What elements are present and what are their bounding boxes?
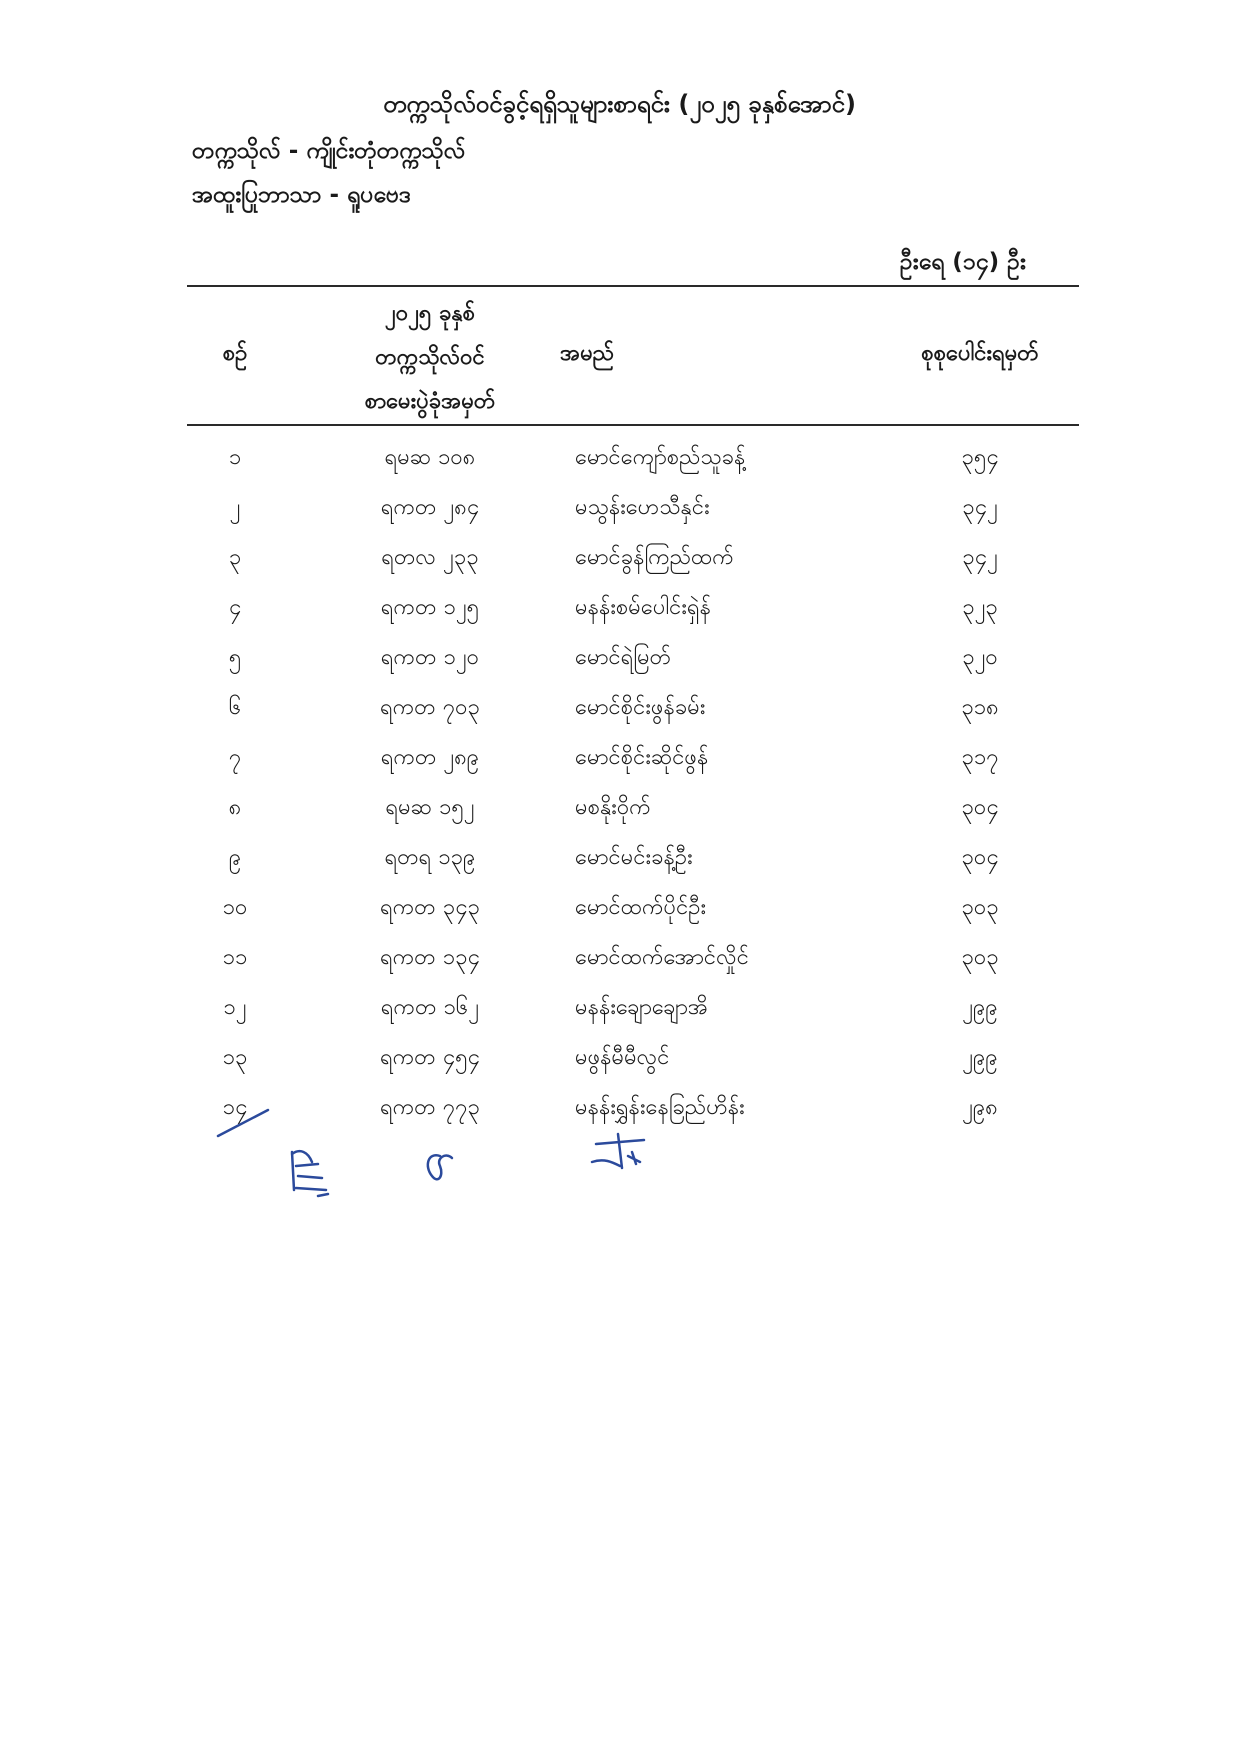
table-row xyxy=(0,582,1239,632)
row-no: ၈ xyxy=(228,795,242,820)
row-name: မဖွန်မီမီလွင် xyxy=(575,1045,670,1070)
header-roll-line1: ၂၀၂၅ ခုနှစ် xyxy=(384,301,476,326)
table-body xyxy=(0,432,1239,1132)
row-total: ၃၄၂ xyxy=(962,545,998,570)
row-no: ၉ xyxy=(228,845,242,870)
row-roll: ရကတ ၇၇၃ xyxy=(380,1095,480,1120)
row-roll: ရကတ ၁၆၂ xyxy=(380,995,480,1020)
row-no: ၁၄ xyxy=(222,1095,248,1120)
table-header-rule xyxy=(187,424,1079,426)
table-row xyxy=(0,932,1239,982)
signature-1 xyxy=(292,1151,328,1196)
row-name: မနန်းချောချောအိ xyxy=(575,995,709,1020)
row-no: ၂ xyxy=(229,495,241,520)
row-total: ၃၂၃ xyxy=(962,595,998,620)
table-row xyxy=(0,432,1239,482)
table-row xyxy=(0,482,1239,532)
header-roll-line3: စာမေးပွဲခုံအမှတ် xyxy=(364,389,496,414)
row-total: ၃၅၄ xyxy=(961,445,999,470)
table-row xyxy=(0,1032,1239,1082)
table-top-rule xyxy=(187,285,1079,287)
row-total: ၃၄၂ xyxy=(962,495,998,520)
header-no: စဉ် xyxy=(222,341,248,366)
row-no: ၅ xyxy=(228,645,242,670)
signature-3 xyxy=(592,1134,644,1168)
row-total: ၂၉၉ xyxy=(962,1045,998,1070)
row-roll: ရကတ ၂၈၉ xyxy=(380,745,480,770)
row-name: မနန်းစမ်ပေါင်းရှဲန် xyxy=(575,595,711,620)
table-row xyxy=(0,882,1239,932)
row-no: ၁ xyxy=(228,445,242,470)
row-roll: ရတလ ၂၃၃ xyxy=(381,545,479,570)
row-name: မောင်ခွန်ကြည်ထက် xyxy=(575,545,734,570)
table-row xyxy=(0,782,1239,832)
university-line: တက္ကသိုလ် - ကျိုင်းတုံတက္ကသိုလ် xyxy=(192,138,466,164)
row-total: ၂၉၉ xyxy=(962,995,998,1020)
header-roll-line2: တက္ကသိုလ်ဝင် xyxy=(375,345,485,370)
signatures xyxy=(0,1092,1239,1232)
signature-slash xyxy=(218,1110,268,1136)
row-roll: ရတရ ၁၃၉ xyxy=(384,845,476,870)
row-name: မောင်ထက်ပိုင်ဦး xyxy=(575,895,707,920)
table-row xyxy=(0,732,1239,782)
row-name: မောင်စိုင်းဆိုင်ဖွန် xyxy=(575,745,709,770)
row-no: ၄ xyxy=(228,595,242,620)
row-name: မောင်ထက်အောင်လှိုင် xyxy=(575,945,749,970)
row-no: ၁၁ xyxy=(222,945,248,970)
row-total: ၃၁၇ xyxy=(961,745,999,770)
student-count: ဦးရေ (၁၄) ဦး xyxy=(900,249,1026,275)
header-total: စုစုပေါင်းရမှတ် xyxy=(921,341,1039,366)
row-total: ၃၀၃ xyxy=(961,895,999,920)
row-roll: ရကတ ၁၂၀ xyxy=(380,645,480,670)
row-name: မသွန်းဟေသီနှင်း xyxy=(575,495,710,520)
row-roll: ရမဆ ၁၅၂ xyxy=(385,795,475,820)
major-line: အထူးပြုဘာသာ - ရူပဗေဒ xyxy=(192,182,411,208)
row-no: ၃ xyxy=(228,545,242,570)
row-no: ၁၃ xyxy=(222,1045,248,1070)
row-roll: ရကတ ၄၅၄ xyxy=(380,1045,480,1070)
row-total: ၃၀၄ xyxy=(961,795,999,820)
row-no: ၆ xyxy=(228,695,242,720)
row-roll: ရကတ ၂၈၄ xyxy=(380,495,480,520)
row-roll: ရမဆ ၁၀၈ xyxy=(384,445,476,470)
row-name: မနန်းရွှန်းနေခြည်ဟိန်း xyxy=(575,1095,745,1120)
row-roll: ရကတ ၇၀၃ xyxy=(380,695,480,720)
row-total: ၂၉၈ xyxy=(962,1095,998,1120)
table-row xyxy=(0,532,1239,582)
row-total: ၃၀၄ xyxy=(961,845,999,870)
row-name: မောင်ကျော်စည်သူခန့် xyxy=(575,445,746,470)
signature-2 xyxy=(428,1155,452,1179)
row-total: ၃၁၈ xyxy=(961,695,999,720)
row-no: ၁၀ xyxy=(222,895,248,920)
table-row xyxy=(0,632,1239,682)
row-roll: ရကတ ၃၄၃ xyxy=(380,895,480,920)
row-roll: ရကတ ၁၂၅ xyxy=(380,595,480,620)
table-row xyxy=(0,682,1239,732)
row-no: ၇ xyxy=(228,745,242,770)
table-row xyxy=(0,832,1239,882)
header-roll xyxy=(330,292,530,424)
row-no: ၁၂ xyxy=(223,995,247,1020)
row-name: မောင်မင်းခန့်ဦး xyxy=(575,845,693,870)
row-roll: ရကတ ၁၃၄ xyxy=(380,945,480,970)
row-name: မောင်ရဲမြတ် xyxy=(575,645,672,670)
table-row xyxy=(0,982,1239,1032)
row-name: မောင်စိုင်းဖွန်ခမ်း xyxy=(575,695,706,720)
row-name: မစနိုးဝိုက် xyxy=(575,795,651,820)
row-total: ၃၂၀ xyxy=(962,645,998,670)
header-name: အမည် xyxy=(560,341,615,366)
row-total: ၃၀၃ xyxy=(961,945,999,970)
page-title: တက္ကသိုလ်ဝင်ခွင့်ရရှိသူများစာရင်း (၂၀၂၅ ခုနှစ်အောင်) xyxy=(383,90,856,118)
